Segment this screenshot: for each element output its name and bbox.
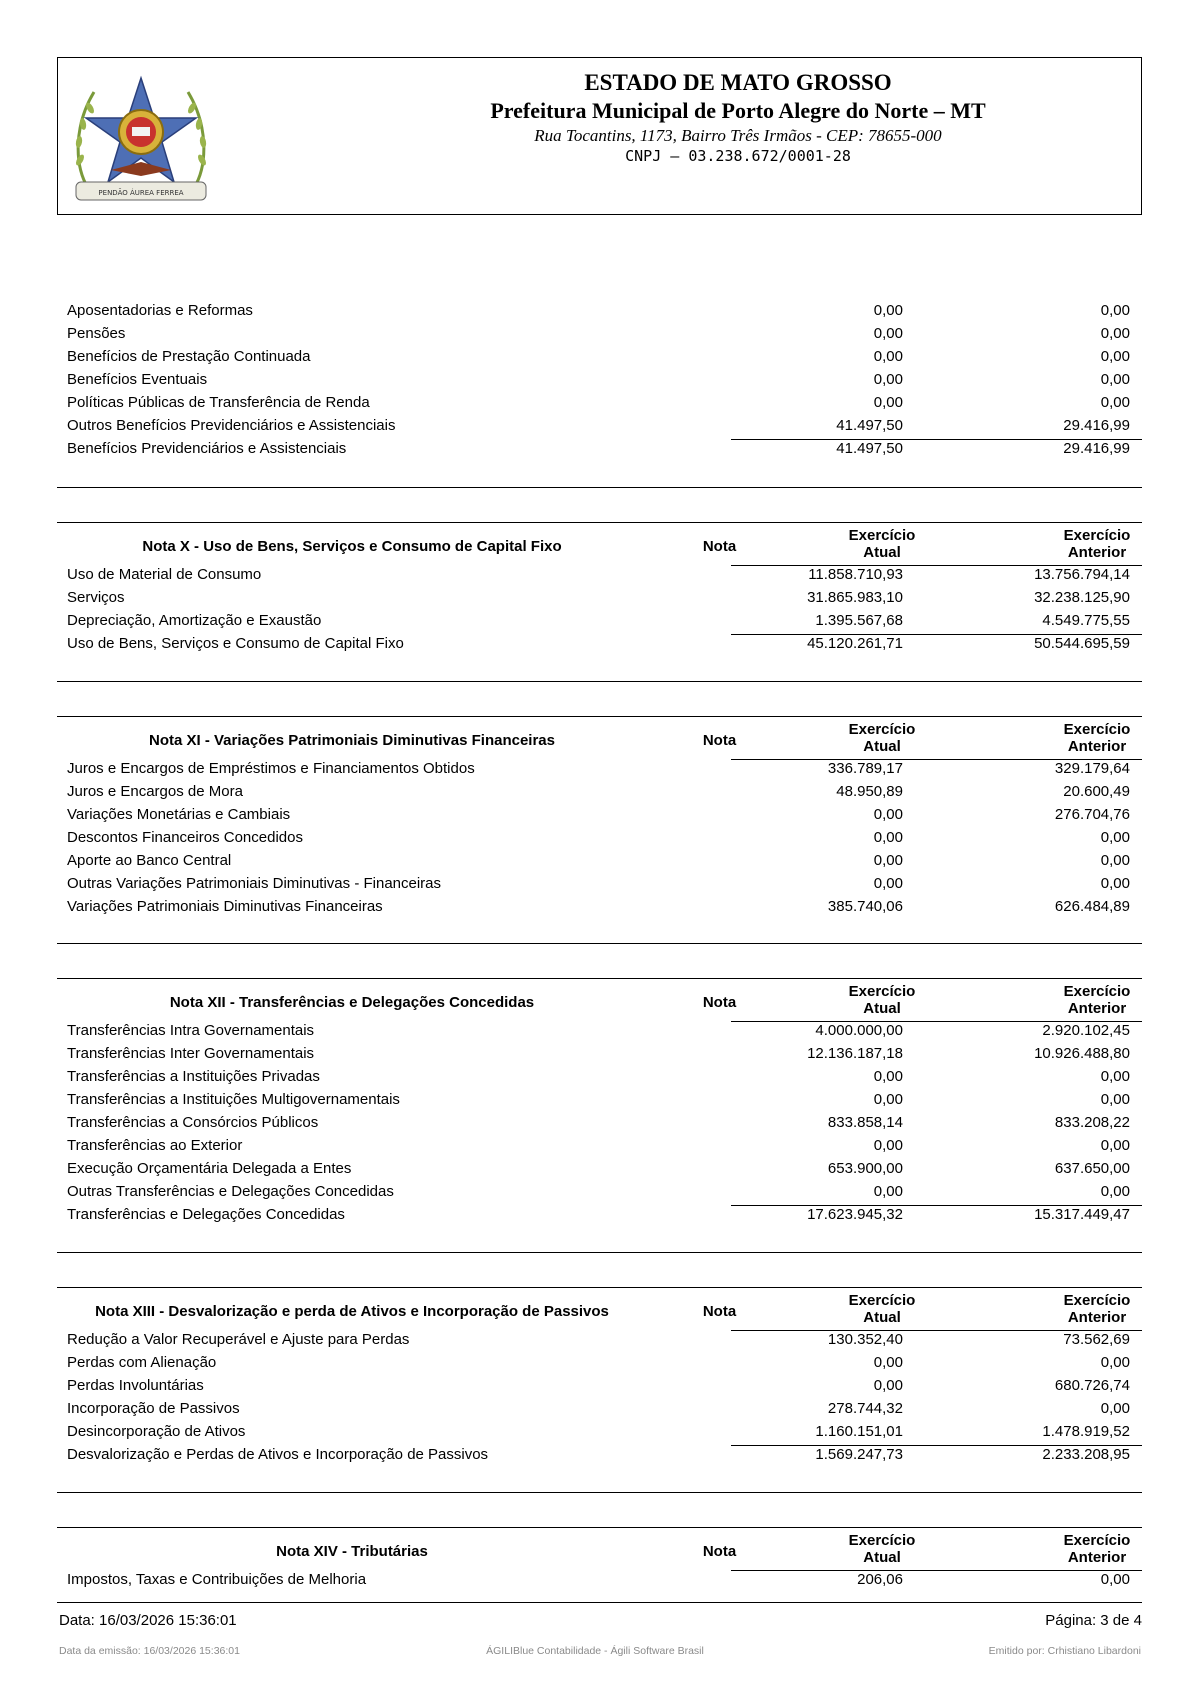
value-anterior: 2.920.102,45 [1042, 1022, 1130, 1039]
value-atual: 0,00 [873, 394, 903, 411]
table-row [67, 1068, 1130, 1090]
row-label: Uso de Bens, Serviços e Consumo de Capital Fixo [67, 635, 404, 652]
table-row [67, 806, 1130, 828]
col-label: Exercício [848, 983, 916, 1000]
row-label: Depreciação, Amortização e Exaustão [67, 612, 322, 629]
value-atual: 0,00 [873, 371, 903, 388]
value-anterior: 0,00 [1100, 1354, 1130, 1371]
col-label: Exercício [1063, 983, 1131, 1000]
value-anterior: 4.549.775,55 [1042, 612, 1130, 629]
value-atual: 0,00 [873, 1091, 903, 1108]
row-label: Desincorporação de Ativos [67, 1423, 246, 1440]
value-atual: 41.497,50 [836, 440, 903, 457]
row-label: Descontos Financeiros Concedidos [67, 829, 303, 846]
nota-column-header: Nota [702, 994, 737, 1011]
header-subtitle: Prefeitura Municipal de Porto Alegre do Norte – MT [490, 98, 986, 123]
row-label: Variações Monetárias e Cambiais [67, 806, 291, 823]
value-atual: 278.744,32 [827, 1400, 903, 1417]
value-anterior: 0,00 [1100, 1091, 1130, 1108]
value-atual: 45.120.261,71 [807, 635, 903, 652]
nota-column-header: Nota [702, 732, 737, 749]
table-row [67, 1022, 1130, 1044]
table-row [67, 1137, 1130, 1159]
row-label: Juros e Encargos de Mora [67, 783, 243, 800]
table-row [67, 566, 1130, 588]
row-label: Perdas Involuntárias [67, 1377, 204, 1394]
value-atual: 0,00 [873, 1354, 903, 1371]
row-label: Outros Benefícios Previdenciários e Assistenciais [67, 417, 396, 434]
row-label: Perdas com Alienação [67, 1354, 217, 1371]
section-divider [57, 1492, 1142, 1493]
table-row [67, 1183, 1130, 1205]
value-atual: 0,00 [873, 875, 903, 892]
col-label: Anterior [1067, 1000, 1127, 1017]
section-title: Nota XII - Transferências e Delegações Concedidas [169, 994, 535, 1011]
value-atual: 1.569.247,73 [815, 1446, 903, 1463]
col-label: Exercício [848, 1532, 916, 1549]
value-anterior: 50.544.695,59 [1034, 635, 1130, 652]
col-label: Atual [863, 1000, 901, 1017]
value-anterior: 0,00 [1100, 1571, 1130, 1588]
value-anterior: 0,00 [1100, 371, 1130, 388]
row-label: Transferências a Instituições Privadas [67, 1068, 320, 1085]
value-anterior: 29.416,99 [1063, 440, 1130, 457]
anterior-column-header [1002, 721, 1191, 755]
table-row-total [67, 635, 1130, 657]
col-label: Atual [863, 1549, 901, 1566]
row-label: Impostos, Taxas e Contribuições de Melhoria [67, 1571, 367, 1588]
atual-column-header [787, 1532, 977, 1566]
value-anterior: 0,00 [1100, 1400, 1130, 1417]
atual-column-header [787, 983, 977, 1017]
value-atual: 0,00 [873, 325, 903, 342]
footer-emission-date: Data da emissão: 16/03/2026 15:36:01 [59, 1645, 240, 1657]
row-label: Aporte ao Banco Central [67, 852, 232, 869]
row-label: Transferências Intra Governamentais [67, 1022, 315, 1039]
value-anterior: 1.478.919,52 [1042, 1423, 1130, 1440]
footer-date: Data: 16/03/2026 15:36:01 [59, 1612, 237, 1629]
table-row-total [67, 898, 1130, 920]
value-atual: 12.136.187,18 [807, 1045, 903, 1062]
value-atual: 385.740,06 [827, 898, 903, 915]
value-anterior: 626.484,89 [1054, 898, 1130, 915]
row-label: Variações Patrimoniais Diminutivas Financeiras [67, 898, 383, 915]
row-label: Benefícios Previdenciários e Assistenciais [67, 440, 347, 457]
value-atual: 0,00 [873, 302, 903, 319]
municipal-crest-icon [66, 70, 216, 206]
value-atual: 336.789,17 [827, 760, 903, 777]
value-atual: 1.160.151,01 [815, 1423, 903, 1440]
footer-emitted-by: Emitido por: Crhistiano Libardoni [988, 1645, 1141, 1657]
anterior-column-header [1002, 527, 1191, 561]
value-anterior: 0,00 [1100, 348, 1130, 365]
value-anterior: 13.756.794,14 [1034, 566, 1130, 583]
value-anterior: 29.416,99 [1063, 417, 1130, 434]
row-label: Transferências Inter Governamentais [67, 1045, 315, 1062]
section-divider [57, 1252, 1142, 1253]
table-row [67, 394, 1130, 416]
col-label: Exercício [848, 1292, 916, 1309]
row-label: Redução a Valor Recuperável e Ajuste para Perdas [67, 1331, 410, 1348]
nota-column-header: Nota [702, 1303, 737, 1320]
value-atual: 0,00 [873, 852, 903, 869]
value-atual: 206,06 [857, 1571, 903, 1588]
table-row [67, 302, 1130, 324]
header-cnpj: CNPJ – 03.238.672/0001-28 [625, 147, 851, 165]
value-atual: 48.950,89 [836, 783, 903, 800]
value-anterior: 833.208,22 [1054, 1114, 1130, 1131]
table-row [67, 417, 1130, 439]
table-row [67, 1331, 1130, 1353]
table-row-total [67, 440, 1130, 462]
col-label: Anterior [1067, 1309, 1127, 1326]
table-row [67, 1571, 1130, 1593]
col-label: Exercício [1063, 527, 1131, 544]
value-anterior: 0,00 [1100, 394, 1130, 411]
value-anterior: 0,00 [1100, 302, 1130, 319]
row-label: Benefícios Eventuais [67, 371, 208, 388]
row-label: Transferências a Consórcios Públicos [67, 1114, 319, 1131]
col-label: Exercício [1063, 1292, 1131, 1309]
table-row-total [67, 1206, 1130, 1228]
footer-page-number: Página: 3 de 4 [1045, 1612, 1142, 1629]
row-label: Transferências a Instituições Multigovernamentais [67, 1091, 400, 1108]
col-label: Anterior [1067, 1549, 1127, 1566]
value-anterior: 0,00 [1100, 1137, 1130, 1154]
value-atual: 0,00 [873, 348, 903, 365]
col-label: Atual [863, 1309, 901, 1326]
table-row [67, 1091, 1130, 1113]
row-label: Outras Variações Patrimoniais Diminutivas - Financeiras [67, 875, 442, 892]
value-atual: 41.497,50 [836, 417, 903, 434]
nota-column-header: Nota [702, 1543, 737, 1560]
atual-column-header [787, 721, 977, 755]
anterior-column-header [1002, 1532, 1191, 1566]
footer-divider [57, 1602, 1142, 1603]
row-label: Aposentadorias e Reformas [67, 302, 253, 319]
table-row [67, 1400, 1130, 1422]
value-atual: 0,00 [873, 1137, 903, 1154]
row-label: Uso de Material de Consumo [67, 566, 262, 583]
anterior-column-header [1002, 983, 1191, 1017]
table-row [67, 783, 1130, 805]
value-anterior: 0,00 [1100, 829, 1130, 846]
table-row [67, 371, 1130, 393]
row-label: Transferências ao Exterior [67, 1137, 243, 1154]
section-title: Nota X - Uso de Bens, Serviços e Consumo de Capital Fixo [142, 538, 562, 555]
value-atual: 0,00 [873, 829, 903, 846]
value-anterior: 0,00 [1100, 1068, 1130, 1085]
value-anterior: 10.926.488,80 [1034, 1045, 1130, 1062]
row-label: Incorporação de Passivos [67, 1400, 240, 1417]
row-label: Desvalorização e Perdas de Ativos e Incorporação de Passivos [67, 1446, 489, 1463]
value-anterior: 0,00 [1100, 325, 1130, 342]
value-anterior: 0,00 [1100, 852, 1130, 869]
value-atual: 4.000.000,00 [815, 1022, 903, 1039]
row-label: Outras Transferências e Delegações Concedidas [67, 1183, 394, 1200]
nota-column-header: Nota [702, 538, 737, 555]
col-label: Exercício [848, 721, 916, 738]
value-anterior: 15.317.449,47 [1034, 1206, 1130, 1223]
value-anterior: 2.233.208,95 [1042, 1446, 1130, 1463]
col-label: Exercício [848, 527, 916, 544]
value-atual: 31.865.983,10 [807, 589, 903, 606]
table-row [67, 1423, 1130, 1445]
col-label: Exercício [1063, 1532, 1131, 1549]
value-anterior: 20.600,49 [1063, 783, 1130, 800]
table-row [67, 1377, 1130, 1399]
table-row [67, 760, 1130, 782]
value-anterior: 276.704,76 [1054, 806, 1130, 823]
section-divider [57, 943, 1142, 944]
header-address: Rua Tocantins, 1173, Bairro Três Irmãos - CEP: 78655-000 [534, 126, 942, 145]
value-anterior: 680.726,74 [1054, 1377, 1130, 1394]
row-label: Execução Orçamentária Delegada a Entes [67, 1160, 352, 1177]
header-title: ESTADO DE MATO GROSSO [584, 70, 892, 95]
value-anterior: 73.562,69 [1063, 1331, 1130, 1348]
table-row [67, 1114, 1130, 1136]
col-label: Atual [863, 544, 901, 561]
row-label: Pensões [67, 325, 126, 342]
table-row [67, 829, 1130, 851]
table-row [67, 612, 1130, 634]
value-anterior: 637.650,00 [1054, 1160, 1130, 1177]
table-row [67, 1160, 1130, 1182]
row-label: Transferências e Delegações Concedidas [67, 1206, 345, 1223]
section-title: Nota XIV - Tributárias [276, 1543, 428, 1560]
table-row-total [67, 1446, 1130, 1468]
value-anterior: 32.238.125,90 [1034, 589, 1130, 606]
table-row [67, 1045, 1130, 1067]
col-label: Anterior [1067, 544, 1127, 561]
svg-text:PENDÃO ÁUREA FERREA: PENDÃO ÁUREA FERREA [98, 189, 184, 197]
section-title: Nota XIII - Desvalorização e perda de Ativos e Incorporação de Passivos [95, 1303, 609, 1320]
row-label: Juros e Encargos de Empréstimos e Financiamentos Obtidos [67, 760, 475, 777]
col-label: Anterior [1067, 738, 1127, 755]
atual-column-header [787, 1292, 977, 1326]
col-label: Exercício [1063, 721, 1131, 738]
value-anterior: 0,00 [1100, 875, 1130, 892]
value-atual: 0,00 [873, 806, 903, 823]
table-row [67, 348, 1130, 370]
value-atual: 0,00 [873, 1377, 903, 1394]
value-atual: 130.352,40 [827, 1331, 903, 1348]
value-anterior: 0,00 [1100, 1183, 1130, 1200]
section-divider [57, 681, 1142, 682]
value-atual: 11.858.710,93 [808, 566, 903, 583]
table-row [67, 325, 1130, 347]
atual-column-header [787, 527, 977, 561]
value-atual: 653.900,00 [827, 1160, 903, 1177]
section-divider [57, 487, 1142, 488]
table-row [67, 1354, 1130, 1376]
row-label: Benefícios de Prestação Continuada [67, 348, 311, 365]
value-atual: 17.623.945,32 [807, 1206, 903, 1223]
col-label: Atual [863, 738, 901, 755]
row-label: Serviços [67, 589, 125, 606]
section-title: Nota XI - Variações Patrimoniais Diminutivas Financeiras [149, 732, 555, 749]
table-row [67, 589, 1130, 611]
anterior-column-header [1002, 1292, 1191, 1326]
table-row [67, 852, 1130, 874]
document-header [57, 57, 1142, 215]
value-anterior: 329.179,64 [1054, 760, 1130, 777]
value-atual: 0,00 [873, 1068, 903, 1085]
value-atual: 0,00 [873, 1183, 903, 1200]
value-atual: 833.858,14 [827, 1114, 903, 1131]
row-label: Políticas Públicas de Transferência de Renda [67, 394, 370, 411]
table-row [67, 875, 1130, 897]
value-atual: 1.395.567,68 [815, 612, 903, 629]
footer-software: ÁGILIBlue Contabilidade - Ágili Software Brasil [486, 1645, 704, 1657]
